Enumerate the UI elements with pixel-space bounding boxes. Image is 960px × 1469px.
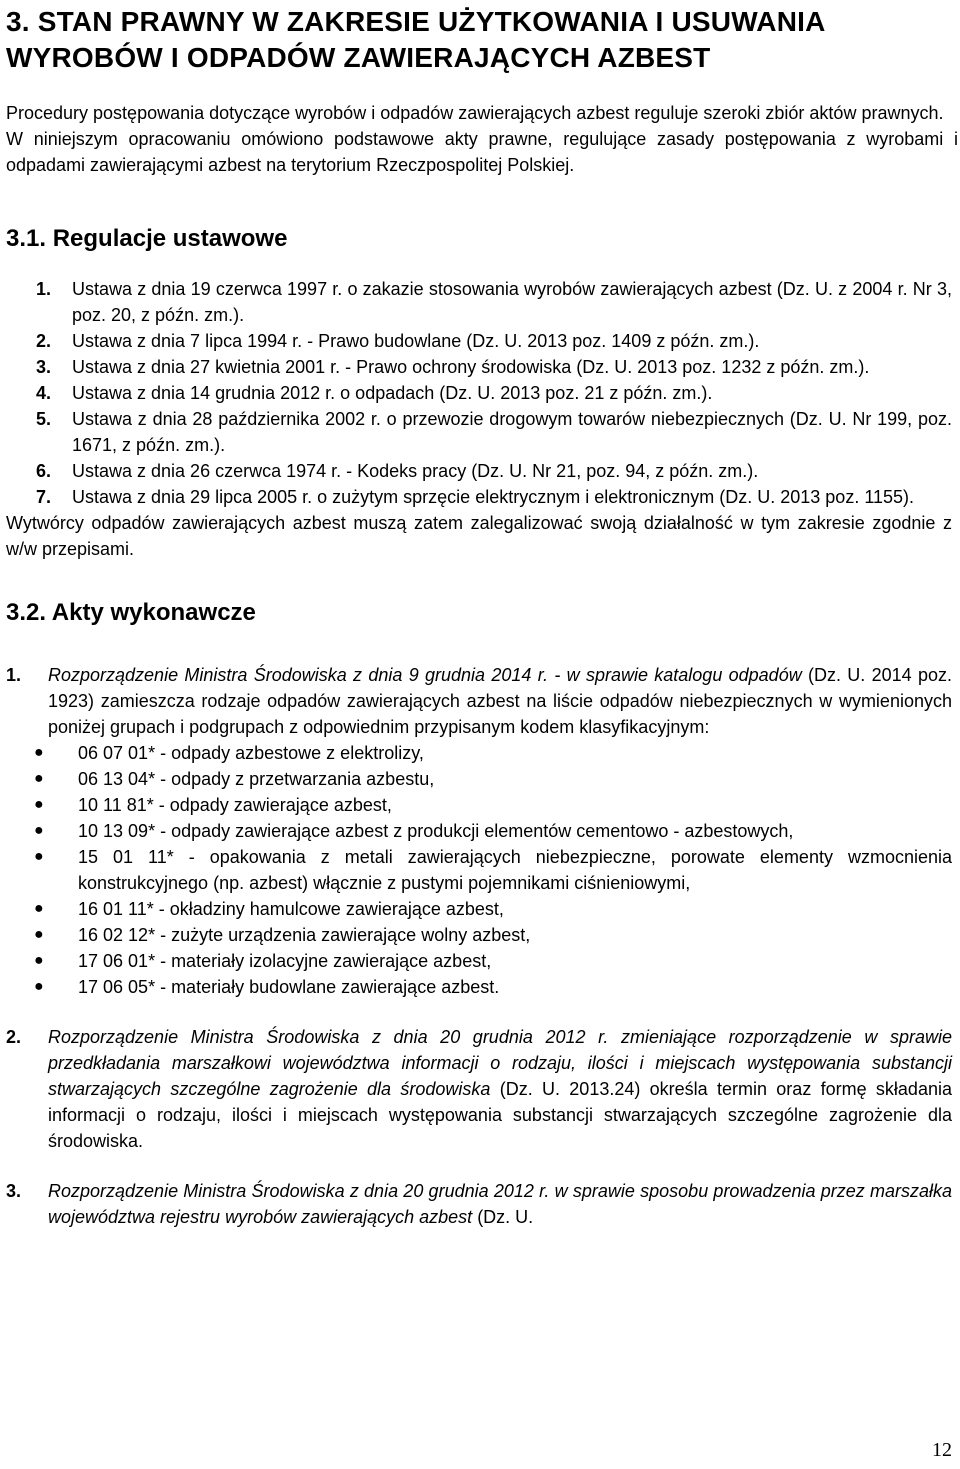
- bullet-icon: ●: [34, 926, 44, 943]
- waste-code-text: 17 06 01* - materiały izolacyjne zawierające azbest,: [78, 951, 492, 971]
- waste-code-text: 17 06 05* - materiały budowlane zawierające azbest.: [78, 977, 500, 997]
- act-text: (Dz. U. 2014 poz. 1923) zamieszcza rodzaje odpadów zawierających azbest na liście odpadów niebezpiecznych w wymienionych poniżej grupach i podgrupach z odpowiednim przypisanym kodem klasyfikacyjnym:: [48, 665, 952, 737]
- act-title: Rozporządzenie Ministra Środowiska z dnia 20 grudnia 2012 r. w sprawie sposobu prowadzenia przez marszałka województwa rejestru wyrobów zawierających azbest: [48, 1181, 952, 1227]
- waste-code-text: 16 02 12* - zużyte urządzenia zawierające wolny azbest,: [78, 925, 531, 945]
- waste-code-text: 10 11 81* - odpady zawierające azbest,: [78, 795, 392, 815]
- list-item-number: 5.: [36, 409, 52, 429]
- bullet-icon: ●: [34, 900, 44, 917]
- list-item-number: 6.: [36, 461, 52, 481]
- list-item: [6, 458, 958, 484]
- act-title: Rozporządzenie Ministra Środowiska z dnia 9 grudnia 2014 r. - w sprawie katalogu odpadów: [48, 665, 802, 685]
- bullet-icon: ●: [34, 952, 44, 969]
- list-item: [34, 974, 952, 1000]
- waste-code-text: 06 07 01* - odpady azbestowe z elektrolizy,: [78, 743, 424, 763]
- waste-codes-list: [6, 740, 958, 1000]
- list-item: [34, 948, 952, 974]
- list-item-text: Ustawa z dnia 26 czerwca 1974 r. - Kodeks pracy (Dz. U. Nr 21, poz. 94, z późn. zm.).: [72, 461, 759, 481]
- list-item: [6, 328, 958, 354]
- act-title: Rozporządzenie Ministra Środowiska z dnia 20 grudnia 2012 r. zmieniające rozporządzenie w sprawie przedkładania marszałkowi województwa informacji o rodzaju, ilości i miejscach występowania substancji stwarzających szczególne zagrożenie dla środowiska: [48, 1027, 952, 1099]
- list-item-number: 2.: [36, 331, 52, 351]
- closing-paragraph: Wytwórcy odpadów zawierających azbest muszą zatem zalegalizować swoją działalność w tym zakresie zgodnie z w/w przepisami.: [6, 513, 952, 559]
- list-item: [34, 766, 952, 792]
- document-title: 3. STAN PRAWNY W ZAKRESIE UŻYTKOWANIA I USUWANIA WYROBÓW I ODPADÓW ZAWIERAJĄCYCH AZBEST: [6, 6, 825, 73]
- list-item: [34, 844, 952, 896]
- list-item-text: Ustawa z dnia 27 kwietnia 2001 r. - Prawo ochrony środowiska (Dz. U. 2013 poz. 1232 z późn. zm.).: [72, 357, 870, 377]
- list-item-text: Ustawa z dnia 7 lipca 1994 r. - Prawo budowlane (Dz. U. 2013 poz. 1409 z późn. zm.).: [72, 331, 760, 351]
- laws-list: [6, 276, 958, 510]
- bullet-icon: ●: [34, 822, 44, 839]
- list-item: [6, 380, 958, 406]
- section-heading-regulacje: 3.1. Regulacje ustawowe: [6, 225, 288, 252]
- list-item: [6, 276, 958, 328]
- list-item: [34, 740, 952, 766]
- bullet-icon: ●: [34, 796, 44, 813]
- act-number: 2.: [6, 1027, 22, 1047]
- intro-paragraph-2: W niniejszym opracowaniu omówiono podstawowe akty prawne, regulujące zasady postępowania z wyrobami i odpadami zawierającymi azbest na terytorium Rzeczpospolitej Polskiej.: [6, 129, 958, 175]
- act-item: [6, 662, 958, 740]
- bullet-icon: ●: [34, 744, 44, 761]
- act-number: 1.: [6, 665, 22, 685]
- bullet-icon: ●: [34, 770, 44, 787]
- list-item: [6, 406, 958, 458]
- list-item: [34, 792, 952, 818]
- list-item: [6, 354, 958, 380]
- list-item-text: Ustawa z dnia 14 grudnia 2012 r. o odpadach (Dz. U. 2013 poz. 21 z późn. zm.).: [72, 383, 713, 403]
- list-item: [34, 818, 952, 844]
- act-text: (Dz. U.: [472, 1207, 534, 1227]
- act-text: (Dz. U. 2013.24) określa termin oraz formę składania informacji o rodzaju, ilości i miejscach występowania substancji stwarzających szczególne zagrożenie dla środowiska.: [48, 1079, 952, 1151]
- act-number: 3.: [6, 1181, 22, 1201]
- list-item-number: 7.: [36, 487, 52, 507]
- waste-code-text: 16 01 11* - okładziny hamulcowe zawierające azbest,: [78, 899, 504, 919]
- act-item: [6, 1024, 958, 1154]
- acts-list: [6, 662, 958, 1230]
- bullet-icon: ●: [34, 978, 44, 995]
- intro: [6, 100, 958, 178]
- list-item: [34, 896, 952, 922]
- waste-code-text: 06 13 04* - odpady z przetwarzania azbestu,: [78, 769, 435, 789]
- list-item: [6, 484, 958, 510]
- list-item-number: 1.: [36, 279, 52, 299]
- waste-code-text: 15 01 11* - opakowania z metali zawierających niebezpieczne, porowate elementy wzmocnienia konstrukcyjnego (np. azbest) włącznie z pustymi pojemnikami ciśnieniowymi,: [78, 847, 952, 893]
- document-page: [6, 0, 958, 1254]
- list-item-number: 3.: [36, 357, 52, 377]
- list-item-text: Ustawa z dnia 19 czerwca 1997 r. o zakazie stosowania wyrobów zawierających azbest (Dz. U. z 2004 r. Nr 3, poz. 20, z późn. zm.).: [72, 279, 952, 325]
- act-item: [6, 1178, 958, 1230]
- waste-code-text: 10 13 09* - odpady zawierające azbest z produkcji elementów cementowo - azbestowych,: [78, 821, 794, 841]
- page-number: 12: [932, 1439, 952, 1461]
- intro-paragraph-1: Procedury postępowania dotyczące wyrobów i odpadów zawierających azbest reguluje szeroki zbiór aktów prawnych.: [6, 103, 944, 123]
- list-item-text: Ustawa z dnia 29 lipca 2005 r. o zużytym sprzęcie elektrycznym i elektronicznym (Dz. U. 2013 poz. 1155).: [72, 487, 915, 507]
- list-item-text: Ustawa z dnia 28 października 2002 r. o przewozie drogowym towarów niebezpiecznych (Dz. U. Nr 199, poz. 1671, z późn. zm.).: [72, 409, 952, 455]
- bullet-icon: ●: [34, 848, 44, 865]
- list-item: [34, 922, 952, 948]
- list-item-number: 4.: [36, 383, 52, 403]
- section-heading-akty: 3.2. Akty wykonawcze: [6, 599, 256, 626]
